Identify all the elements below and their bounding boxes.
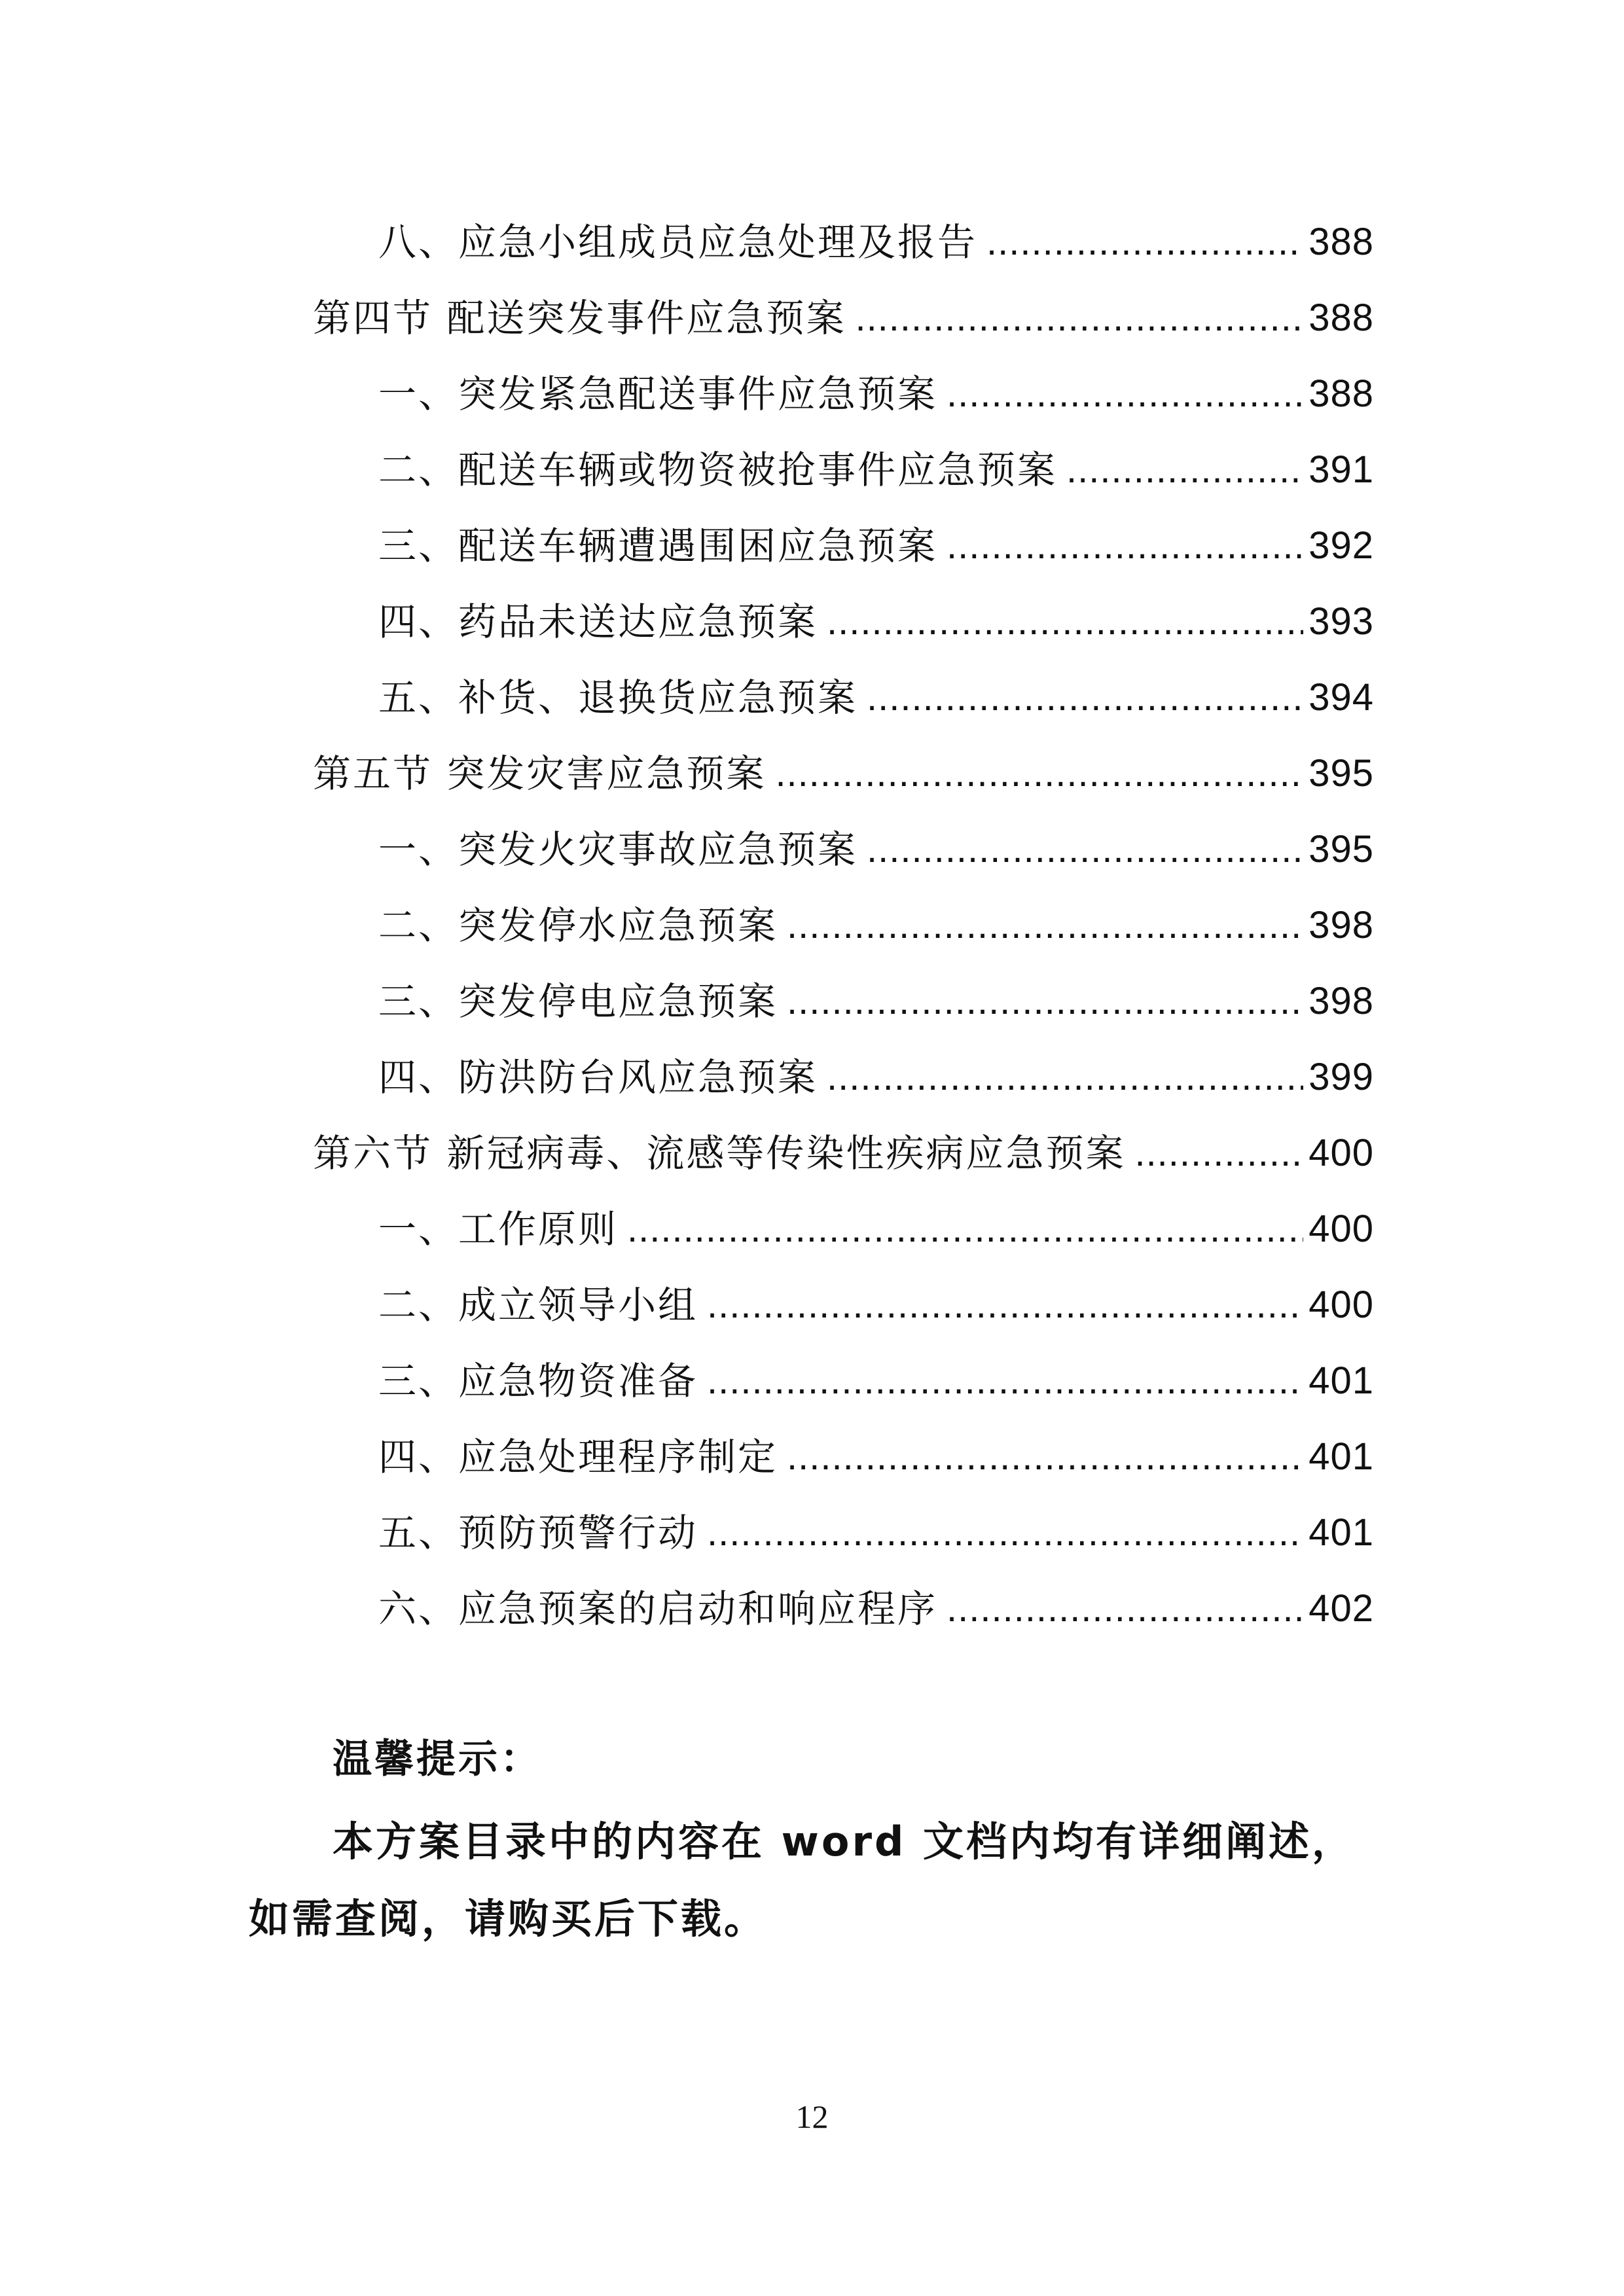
toc-entry [378, 1352, 1374, 1410]
toc-leader-dots [947, 365, 1303, 423]
toc-leader-dots [787, 1427, 1303, 1486]
toc-leader-dots [787, 972, 1303, 1031]
toc-entry [378, 1579, 1374, 1638]
toc-entry [378, 1427, 1374, 1486]
toc-leader-dots [787, 896, 1303, 955]
tip-body: 本方案目录中的内容在 word 文档内均有详细阐述，如需查阅，请购买后下载。 [249, 1818, 1355, 1943]
toc-entry-label: 二、突发停水应急预案 [378, 903, 778, 948]
toc-entry-page: 388 [1308, 372, 1374, 415]
toc-leader-dots [867, 820, 1303, 879]
page-number: 12 [795, 2098, 829, 2135]
toc-leader-dots [707, 1352, 1303, 1410]
toc-entry [378, 365, 1374, 423]
toc-entry [378, 213, 1374, 272]
toc-leader-dots [1066, 440, 1303, 499]
toc-entry-page: 401 [1308, 1359, 1374, 1402]
toc-entry-label: 二、成立领导小组 [378, 1283, 698, 1327]
toc-entry [378, 1276, 1374, 1335]
toc-leader-dots [867, 668, 1303, 727]
toc-entry-page: 392 [1308, 524, 1374, 567]
toc-entry-label: 一、突发火灾事故应急预案 [378, 827, 858, 872]
toc-entry-label: 四、药品未送达应急预案 [378, 600, 818, 644]
toc-entry [378, 440, 1374, 499]
toc-entry [378, 592, 1374, 651]
toc-leader-dots [947, 516, 1303, 575]
toc-entry-page: 395 [1308, 752, 1374, 795]
toc-entry [378, 972, 1374, 1031]
toc-entry-page: 398 [1308, 904, 1374, 946]
toc-section [313, 744, 1374, 803]
toc-entry-label: 一、突发紧急配送事件应急预案 [378, 372, 938, 416]
toc-entry [378, 820, 1374, 879]
toc-leader-dots [627, 1200, 1303, 1259]
toc-entry-label: 二、配送车辆或物资被抢事件应急预案 [378, 448, 1058, 492]
toc-section-label: 第四节 配送突发事件应急预案 [313, 296, 846, 340]
toc-entry-page: 394 [1308, 676, 1374, 719]
toc-entry-label: 三、突发停电应急预案 [378, 979, 778, 1024]
toc-leader-dots [855, 289, 1303, 348]
toc-leader-dots [707, 1503, 1303, 1562]
toc-entry-label: 四、防洪防台风应急预案 [378, 1055, 818, 1100]
toc-entry [378, 896, 1374, 955]
toc-entry-page: 393 [1308, 600, 1374, 643]
toc-entry-page: 398 [1308, 980, 1374, 1022]
tip-heading: 温馨提示： [333, 1736, 542, 1782]
toc-section-label: 第五节 突发灾害应急预案 [313, 751, 767, 796]
toc-entry-page: 388 [1308, 296, 1374, 339]
toc-entry-page: 395 [1308, 828, 1374, 870]
toc-leader-dots [775, 744, 1303, 803]
toc-entry-label: 四、应急处理程序制定 [378, 1435, 778, 1479]
toc-section-label: 第六节 新冠病毒、流感等传染性疾病应急预案 [313, 1131, 1126, 1175]
toc-leader-dots [986, 213, 1303, 272]
toc-entry [378, 516, 1374, 575]
toc-entry-page: 399 [1308, 1056, 1374, 1098]
toc-entry-page: 400 [1308, 1283, 1374, 1326]
toc-entry-label: 五、补货、退换货应急预案 [378, 675, 858, 720]
toc-leader-dots [827, 1048, 1303, 1107]
toc-entry-page: 391 [1308, 448, 1374, 491]
toc-entry-label: 一、工作原则 [378, 1207, 619, 1251]
toc-leader-dots [707, 1276, 1303, 1335]
toc-entry-page: 401 [1308, 1435, 1374, 1478]
toc-leader-dots [947, 1579, 1303, 1638]
toc-entry-label: 三、配送车辆遭遇围困应急预案 [378, 524, 938, 568]
toc-entry-label: 五、预防预警行动 [378, 1511, 698, 1555]
toc-entry-page: 388 [1308, 221, 1374, 263]
toc-leader-dots [827, 592, 1303, 651]
toc-entry-label: 六、应急预案的启动和响应程序 [378, 1587, 938, 1631]
toc-entry-page: 402 [1308, 1587, 1374, 1630]
toc-entry-page: 401 [1308, 1511, 1374, 1554]
toc-leader-dots [1134, 1124, 1303, 1183]
toc-entry [378, 1200, 1374, 1259]
toc-section [313, 1124, 1374, 1183]
toc-entry [378, 1503, 1374, 1562]
toc-entry-page: 400 [1308, 1132, 1374, 1174]
toc-entry-page: 400 [1308, 1208, 1374, 1250]
toc-entry-label: 八、应急小组成员应急处理及报告 [378, 220, 978, 264]
toc-entry [378, 668, 1374, 727]
toc-entry-label: 三、应急物资准备 [378, 1359, 698, 1403]
toc-section [313, 289, 1374, 348]
toc-entry [378, 1048, 1374, 1107]
